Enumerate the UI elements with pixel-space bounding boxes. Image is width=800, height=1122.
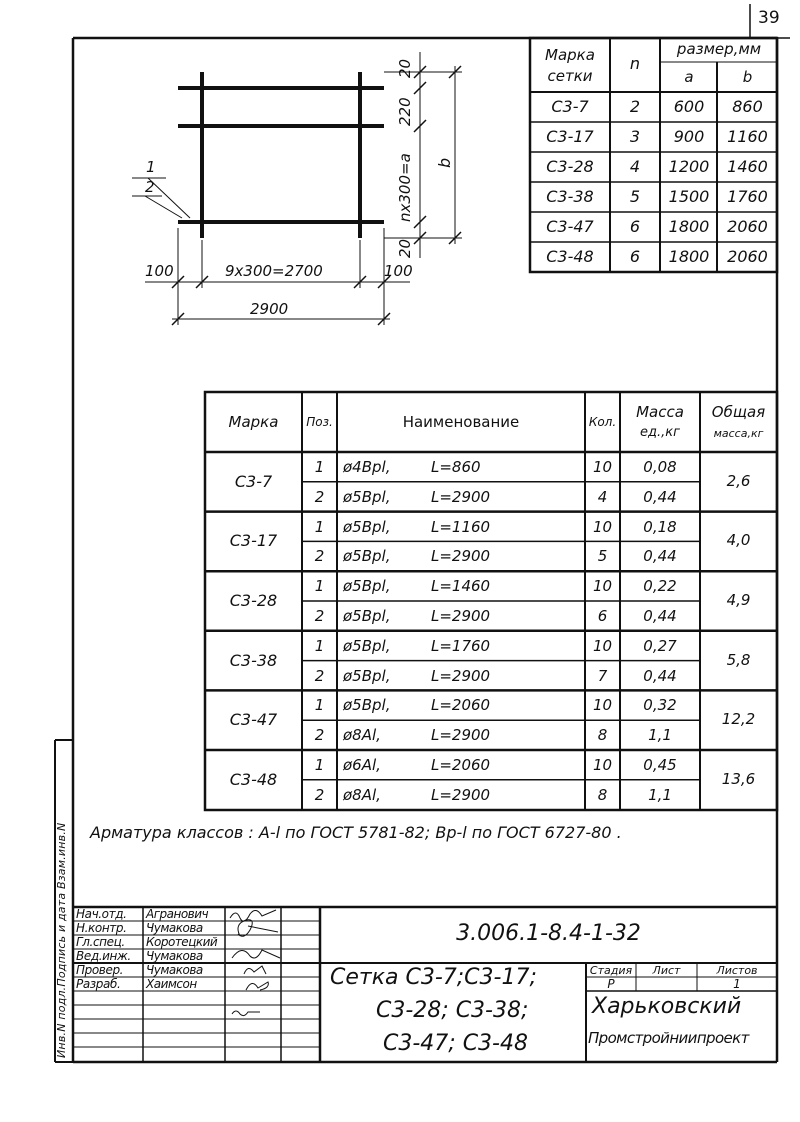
size-row-mark: С3-28 [546,157,594,176]
spec-item-position: 1 [314,636,325,655]
spec-item-unit-mass: 0,44 [643,607,677,625]
spec-item-position: 2 [314,487,325,506]
size-row-n: 3 [629,127,641,146]
spec-group-mark: С3-47 [229,710,278,730]
title-person-name: Коротецкий [146,935,218,949]
size-header-size: размер,мм [676,40,762,58]
spec-item-position: 2 [314,607,325,625]
size-header-n: n [629,54,641,73]
dim-top-20: 20 [396,58,414,78]
spec-item-quantity: 5 [597,547,608,566]
size-row-mark: С3-48 [546,247,594,266]
spec-item-quantity: 10 [592,756,613,774]
spec-group-mark: С3-48 [229,769,278,789]
spec-item-position: 1 [314,517,325,536]
spec-item-bar: ø5Bpl, [343,517,391,536]
spec-item-length: L=860 [431,458,481,476]
leader-label-2: 2 [145,178,155,196]
size-header-a: a [684,68,694,86]
spec-item-quantity: 4 [597,487,608,506]
sheets-value: 1 [733,977,741,991]
dim-center: 9x300=2700 [225,262,323,280]
dim-total: 2900 [250,300,289,318]
spec-group-total-mass: 5,8 [726,650,751,669]
title-person-name: Чумакова [146,921,203,935]
spec-item-bar: ø8Al, [343,785,381,804]
size-row-a: 1800 [668,247,710,266]
spec-group-total-mass: 2,6 [726,471,751,490]
size-row-mark: С3-38 [546,187,594,206]
spec-item-position: 1 [314,696,325,715]
spec-item-unit-mass: 0,18 [643,517,677,536]
spec-item-unit-mass: 0,32 [643,696,677,715]
spec-header-pos: Поз. [306,415,333,429]
size-header-b: b [742,68,753,86]
spec-item-quantity: 10 [592,696,613,715]
left-strip-label: Инв.N подл.Подпись и дата Взам.инв.N [55,822,68,1058]
title-person-name: Чумакова [146,949,203,963]
dim-220: 220 [396,97,414,126]
size-row-mark: С3-7 [551,97,589,116]
spec-item-quantity: 7 [597,666,608,685]
size-row-a: 1200 [668,157,710,176]
spec-item-position: 2 [314,547,325,566]
title-role: Вед.инж. [76,949,131,963]
spec-item-unit-mass: 0,27 [643,636,677,655]
title-role: Провер. [76,963,124,977]
spec-item-unit-mass: 1,1 [648,785,672,804]
spec-item-position: 2 [314,726,325,745]
spec-item-bar: ø4Bpl, [343,458,391,476]
spec-header-total-2: масса,кг [713,427,764,440]
spec-header-qty: Кол. [588,415,617,429]
title-line-1: Сетка С3-7;С3-17; [330,965,537,990]
sheets-label: Листов [716,964,758,977]
size-row-a: 900 [673,127,705,146]
size-header-mark-2: сетки [547,67,593,85]
spec-item-unit-mass: 0,45 [643,756,677,774]
size-row-a: 1800 [668,217,710,236]
size-row-b: 1160 [727,127,768,146]
title-line-3: С3-47; С3-48 [383,1031,528,1056]
spec-item-bar: ø6Al, [343,756,381,774]
spec-item-quantity: 8 [597,785,608,804]
spec-item-unit-mass: 1,1 [648,726,672,745]
spec-item-quantity: 10 [592,458,613,476]
size-row-a: 600 [673,97,705,116]
spec-item-unit-mass: 0,44 [643,666,677,685]
spec-item-quantity: 8 [597,726,608,745]
size-row-mark: С3-17 [546,127,594,146]
spec-item-unit-mass: 0,22 [643,577,677,596]
title-line-2: С3-28; С3-38; [376,998,529,1023]
dim-right-100: 100 [384,262,413,280]
page-number: 39 [758,8,780,28]
spec-group-total-mass: 12,2 [721,710,756,729]
spec-header-name: Наименование [402,413,520,431]
spec-item-unit-mass: 0,44 [643,547,677,566]
spec-group-mark: С3-17 [229,531,278,551]
spec-item-bar: ø5Bpl, [343,696,391,715]
title-person-name: Агранович [146,907,209,921]
spec-item-position: 1 [314,756,325,774]
title-role: Гл.спец. [76,935,125,949]
spec-item-position: 2 [314,785,325,804]
spec-item-length: L=2900 [431,487,491,506]
organization-line-1: Харьковский [592,994,742,1019]
spec-item-unit-mass: 0,44 [643,487,677,506]
spec-item-length: L=1160 [431,517,491,536]
spec-item-length: L=2900 [431,607,491,625]
spec-group-total-mass: 4,0 [726,531,751,550]
size-row-b: 2060 [727,217,768,236]
spec-item-length: L=2900 [431,726,491,745]
spec-header-mass-1: Масса [636,403,684,421]
leader-label-1: 1 [146,158,156,176]
size-row-n: 6 [629,217,641,236]
dim-left-100: 100 [145,262,174,280]
spec-group-mark: С3-38 [229,650,278,670]
spec-group-total-mass: 13,6 [721,769,756,788]
size-row-b: 860 [732,97,763,116]
spec-item-length: L=1760 [431,636,491,655]
title-role: Разраб. [76,977,121,991]
title-person-name: Чумакова [146,963,203,977]
size-row-b: 1460 [727,157,768,176]
spec-header-mark: Марка [228,413,279,431]
title-role: Н.контр. [76,921,127,935]
size-row-n: 5 [629,187,641,206]
spec-item-unit-mass: 0,08 [643,458,677,476]
sheet-label: Лист [652,964,681,977]
spec-group-mark: С3-7 [234,471,273,491]
spec-item-quantity: 10 [592,577,613,596]
spec-item-length: L=2900 [431,666,491,685]
dim-bottom-20: 20 [396,238,414,258]
dim-b: b [435,157,454,168]
size-row-n: 6 [629,247,641,266]
organization-line-2: Промстройниипроект [588,1029,749,1047]
size-row-b: 1760 [727,187,768,206]
spec-item-length: L=1460 [431,577,491,596]
spec-item-bar: ø8Al, [343,726,381,745]
spec-item-bar: ø5Bpl, [343,577,391,596]
spec-item-length: L=2900 [431,547,491,566]
spec-item-length: L=2900 [431,785,491,804]
spec-item-bar: ø5Bpl, [343,487,391,506]
spec-item-bar: ø5Bpl, [343,607,391,625]
spec-item-position: 1 [314,577,325,596]
spec-item-length: L=2060 [431,696,491,715]
spec-item-position: 1 [314,458,325,476]
spec-item-length: L=2060 [431,756,491,774]
size-header-mark-1: Марка [545,46,595,64]
size-row-n: 4 [629,157,641,176]
spec-item-quantity: 10 [592,636,613,655]
reinforcement-note: Арматура классов : A-l по ГОСТ 5781-82; Bp-l по ГОСТ 6727-80 . [90,823,622,842]
spec-item-position: 2 [314,666,325,685]
spec-item-bar: ø5Bpl, [343,547,391,566]
title-role: Нач.отд. [76,907,127,921]
spec-item-bar: ø5Bpl, [343,636,391,655]
spec-group-total-mass: 4,9 [726,591,751,609]
size-row-n: 2 [629,97,641,116]
spec-item-quantity: 10 [592,517,613,536]
title-person-name: Хаимсон [146,977,197,991]
size-row-b: 2060 [727,247,768,266]
stage-label: Стадия [589,964,633,977]
size-row-a: 1500 [668,187,710,206]
spec-header-total-1: Общая [711,403,766,421]
size-row-mark: С3-47 [546,217,594,236]
document-code: 3.006.1-8.4-1-32 [456,921,641,946]
spec-group-mark: С3-28 [229,591,278,610]
spec-header-mass-2: ед.,кг [640,425,680,440]
stage-value: Р [607,977,615,991]
spec-item-bar: ø5Bpl, [343,666,391,685]
dim-span-nx300: nx300=a [396,153,414,222]
spec-item-quantity: 6 [597,607,608,625]
